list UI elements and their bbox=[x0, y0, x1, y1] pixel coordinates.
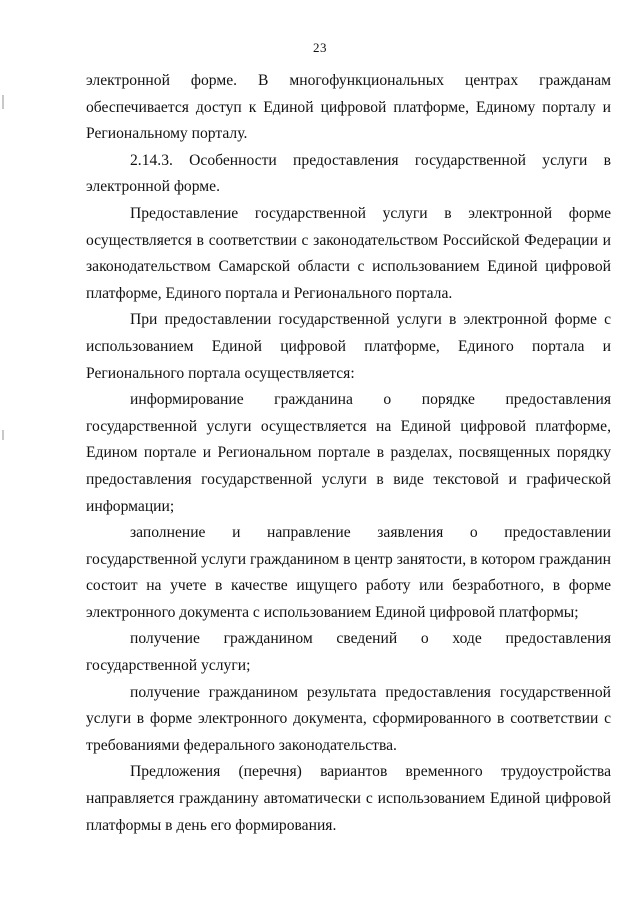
paragraph: Предложения (перечня) вариантов временного трудоустройства направляется гражданину автоматически с использованием Единой цифровой платформы в день его формирования. bbox=[86, 763, 611, 834]
scan-edge-mark bbox=[2, 95, 4, 109]
paragraph-continuation: электронной форме. В многофункциональных центрах гражданам обеспечивается доступ к Единой цифровой платформе, Единому порталу и Региональному порталу. bbox=[86, 72, 611, 143]
list-item-status: получение гражданином сведений о ходе предоставления государственной услуги; bbox=[86, 630, 611, 675]
paragraph: При предоставлении государственной услуги в электронной форме с использованием Единой цифровой платформе, Единого портала и Регионального портала осуществляется: bbox=[86, 311, 611, 382]
list-item-application: заполнение и направление заявления о предоставлении государственной услуги гражданином в центр занятости, в котором гражданин состоит на учете в качестве ищущего работу или безработного, в форме электронного документа с использованием Единой цифровой платформы; bbox=[86, 524, 611, 621]
list-item-result: получение гражданином результата предоставления государственной услуги в форме электронного документа, сформированного в соответствии с требованиями федерального законодательства. bbox=[86, 683, 611, 754]
scan-edge-mark bbox=[2, 430, 4, 440]
section-heading-2-14-3: 2.14.3. Особенности предоставления государственной услуги в электронной форме. bbox=[86, 151, 611, 196]
list-item-informing: информирование гражданина о порядке предоставления государственной услуги осуществляется на Единой цифровой платформе, Едином портале и Региональном портале в разделах, посвященных порядку предоставления государственной услуги в виде текстовой и графической информации; bbox=[86, 391, 611, 515]
page-number: 23 bbox=[313, 40, 327, 55]
paragraph: Предоставление государственной услуги в электронной форме осуществляется в соответствии с законодательством Российской Федерации и законодательством Самарской области с использованием Единой цифровой платформе, Единого портала и Регионального портала. bbox=[86, 204, 611, 302]
document-body bbox=[86, 68, 611, 839]
